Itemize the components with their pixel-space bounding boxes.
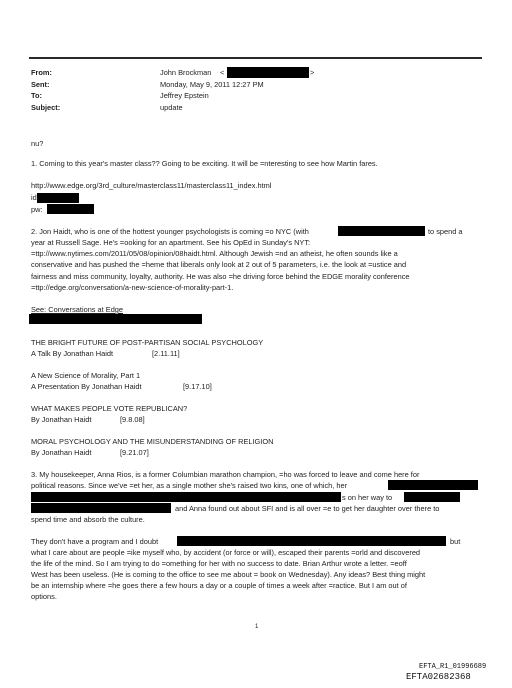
paragraph-2-line-2: year at Russell Sage. He's =ooking for an apartment. See his OpEd in Sunday's NYT:	[31, 238, 311, 247]
top-rule	[29, 57, 482, 59]
paragraph-3-line-2: political reasons. Since we've =et her, as a single mother she's raised two kins, one of which, her	[31, 481, 348, 490]
talk-3-title: WHAT MAKES PEOPLE VOTE REPUBLICAN?	[31, 404, 188, 413]
redaction-id	[37, 193, 79, 203]
talk-4-by: By Jonathan Haidt	[31, 448, 92, 457]
paragraph-3-line-1: 3. My housekeeper, Anna Rios, is a former Columbian marathon champion, =ho was forced to leave and come here for	[31, 470, 420, 479]
talk-4-title: MORAL PSYCHOLOGY AND THE MISUNDERSTANDING OF RELIGION	[31, 437, 274, 446]
page-number: 1	[255, 624, 259, 630]
footer-code-2: EFTA02682368	[406, 672, 471, 682]
from-label: From:	[31, 68, 52, 77]
subject-label: Subject:	[31, 103, 61, 112]
paragraph-2-line-6: =ttp://edge.org/conversation/a-new-science-of-morality-part-1.	[31, 283, 234, 292]
talk-1-title: THE BRIGHT FUTURE OF POST-PARTISAN SOCIAL PSYCHOLOGY	[31, 338, 264, 347]
paragraph-4-line-3: the life of the mind. So I am trying to do =omething for her with no success to date. Brian Arthur wrote a letter. =eoff	[31, 559, 407, 568]
from-value: John Brockman	[160, 68, 212, 77]
paragraph-4-line-4: West has been useless. (He is coming to the office to see me about = book on Wednesday). Any ideas? Best thing might	[31, 570, 426, 579]
talk-4-date: [9.21.07]	[120, 448, 149, 457]
paragraph-4-line-5: be an internship where =he goes there a few hours a day or a couple of times a week after =ractice. But I am out of	[31, 581, 407, 590]
talk-3-date: [9.8.08]	[120, 415, 145, 424]
sent-value: Monday, May 9, 2011 12:27 PM	[160, 80, 264, 89]
id-label: id	[31, 193, 37, 202]
paragraph-4-line-1-end: but	[450, 537, 461, 546]
paragraph-2-line-1-end: to spend a	[428, 227, 463, 236]
redaction-from-email	[227, 67, 309, 78]
from-bracket-close: >	[310, 68, 315, 77]
talk-2-title: A New Science of Morality, Part 1	[31, 371, 141, 380]
sent-label: Sent:	[31, 80, 50, 89]
redaction-child-1	[388, 480, 478, 490]
redaction-line-4-left	[31, 503, 171, 513]
conversations-link[interactable]: See: Conversations at Edge	[31, 305, 124, 314]
from-bracket-open: <	[220, 68, 225, 77]
subject-value: update	[160, 103, 183, 112]
talk-2-by: A Presentation By Jonathan Haidt	[31, 382, 142, 391]
redaction-line-3-left	[31, 492, 341, 502]
paragraph-3-line-5: spend time and absorb the culture.	[31, 515, 145, 524]
talk-1-date: [2.11.11]	[152, 349, 180, 358]
masterclass-link[interactable]: http://www.edge.org/3rd_culture/masterclass11/masterclass11_index.html	[31, 181, 272, 190]
talk-1-by: A Talk By Jonathan Haidt	[31, 349, 114, 358]
paragraph-4-line-1: They don't have a program and I doubt	[31, 537, 159, 546]
talk-2-date: [9.17.10]	[183, 382, 212, 391]
paragraph-1: 1. Coming to this year's master class?? Going to be exciting. It will be =nteresting to see how Martin fares.	[31, 159, 378, 168]
to-value: Jeffrey Epstein	[160, 91, 209, 100]
paragraph-2-line-3: =ttp://www.nytimes.com/2011/05/08/opinion/08haidt.html. Although Jewish =nd an atheist, he often sounds like a	[31, 249, 398, 258]
paragraph-4-line-2: what I care about are people =ike myself who, by accident (or force or will), escaped their parents =orld and discovered	[31, 548, 421, 557]
paragraph-3-line-4: and Anna found out about SFI and is all over =e to get her daughter over there to	[175, 504, 440, 513]
paragraph-3-line-3: s on her way to	[342, 493, 393, 502]
to-label: To:	[31, 91, 42, 100]
paragraph-2-line-5: fairness and miss community, loyalty, authority. He was also =he driving force behind the EDGE morality conference	[31, 272, 410, 281]
paragraph-2-line-4: conservative and has pushed the =heme that liberals only look at 2 out of 5 parameters, i.e. the look at =ustice and	[31, 260, 407, 269]
redaction-conversations	[29, 314, 202, 324]
pw-label: pw:	[31, 205, 43, 214]
paragraph-2-line-1: 2. Jon Haidt, who is one of the hottest younger psychologists is coming =o NYC (with	[31, 227, 309, 236]
redaction-line-3-right	[404, 492, 460, 502]
redaction-haidt-companion	[338, 226, 425, 236]
footer-code-1: EFTA_R1_01996689	[419, 663, 487, 671]
talk-3-by: By Jonathan Haidt	[31, 415, 92, 424]
greeting: nu?	[31, 139, 44, 148]
redaction-pw	[47, 204, 94, 214]
paragraph-4-line-6: options.	[31, 592, 57, 601]
redaction-program	[177, 536, 446, 546]
